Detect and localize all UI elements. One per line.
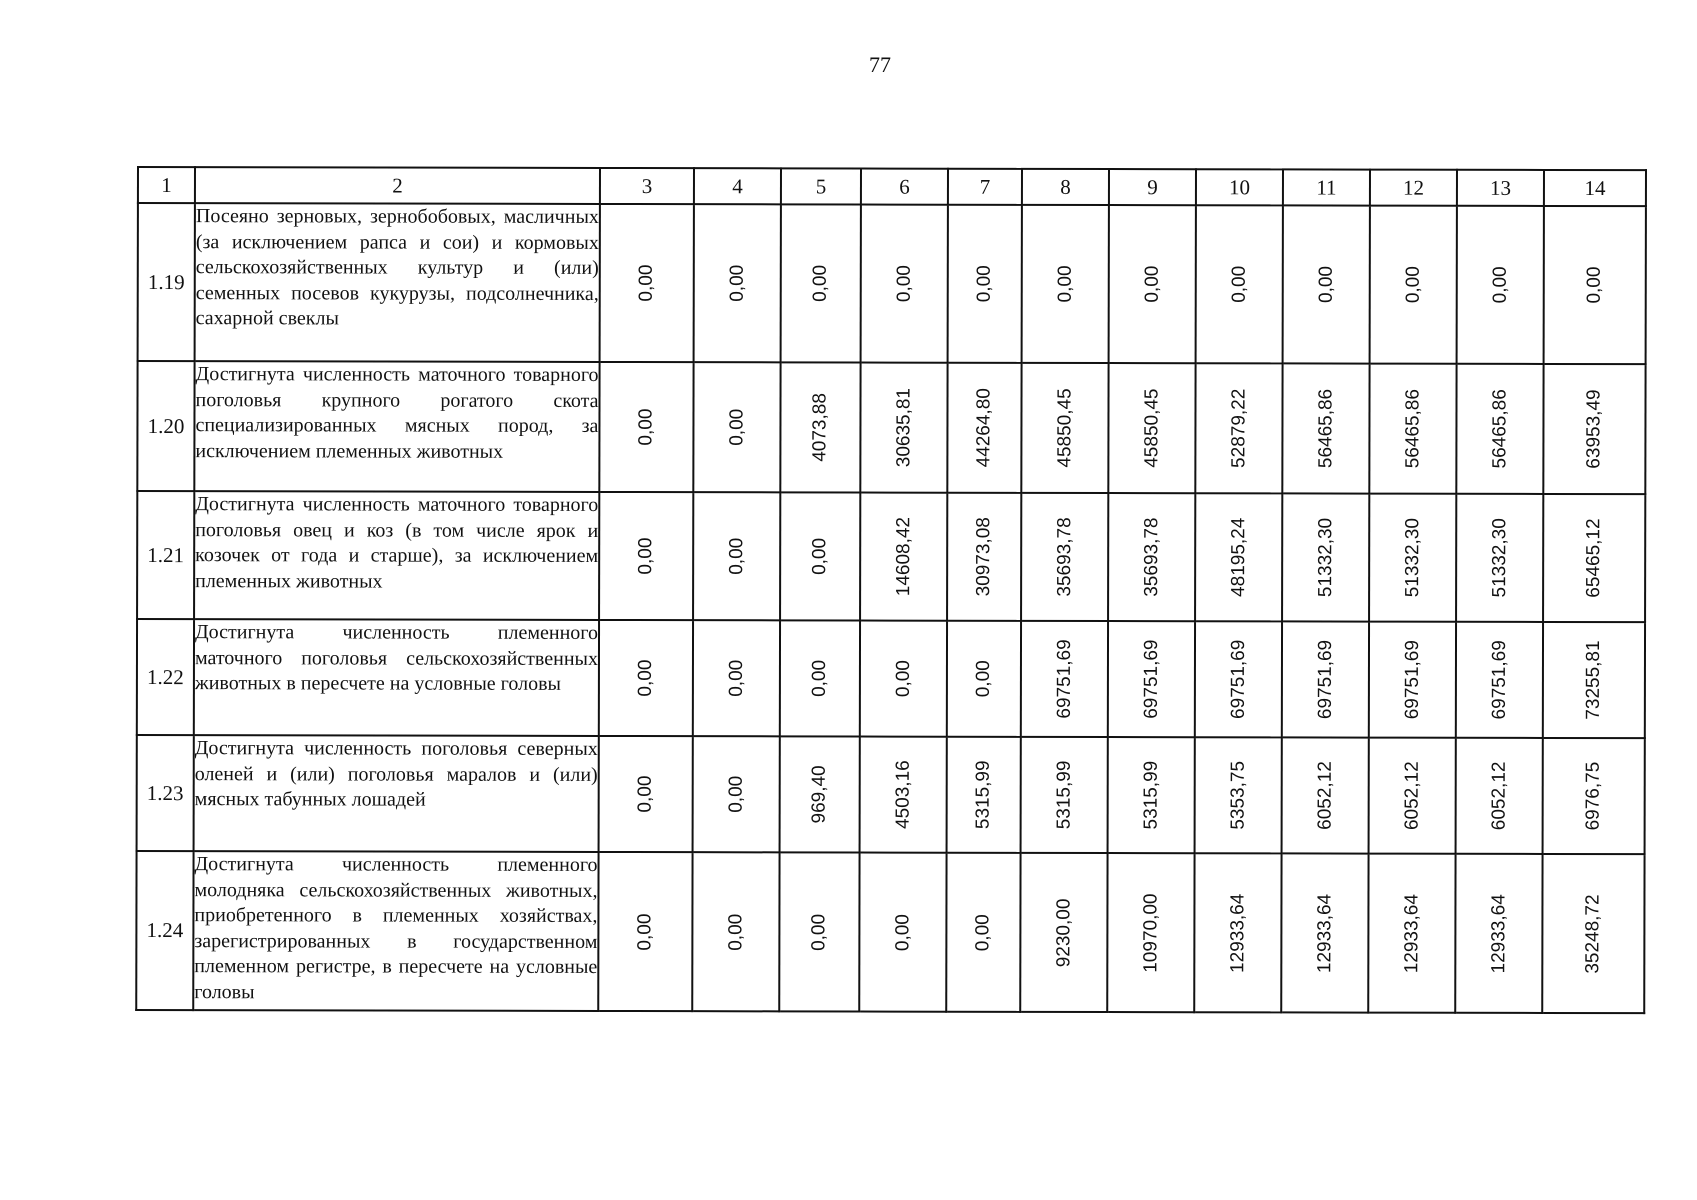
value-cell — [1370, 206, 1457, 364]
value-cell — [1543, 494, 1645, 622]
row-number: 1.22 — [137, 619, 194, 735]
value-cell — [1022, 205, 1109, 363]
value-text: 69751,69 — [1401, 640, 1423, 720]
value-text: 0,00 — [972, 913, 994, 951]
value-text: 0,00 — [973, 265, 995, 303]
value-text: 0,00 — [635, 264, 657, 302]
value-cell — [1282, 493, 1369, 621]
value-text: 45850,45 — [1140, 388, 1163, 468]
value-cell — [860, 737, 947, 853]
value-text: 0,00 — [726, 264, 748, 302]
value-text: 0,00 — [808, 659, 830, 697]
value-text: 0,00 — [809, 537, 831, 575]
table-row — [137, 361, 1645, 494]
value-text: 51332,30 — [1314, 517, 1336, 598]
header-cell: 4 — [694, 168, 781, 204]
value-cell — [598, 852, 692, 1011]
value-cell — [780, 620, 860, 736]
value-cell — [1108, 737, 1195, 853]
value-cell — [1021, 737, 1108, 853]
value-text: 52879,22 — [1227, 388, 1250, 468]
value-text: 0,00 — [1583, 266, 1605, 304]
header-cell: 14 — [1544, 170, 1646, 206]
value-cell — [1282, 621, 1369, 737]
value-cell — [1369, 622, 1456, 738]
table-row — [138, 203, 1646, 364]
value-cell — [781, 204, 861, 362]
value-text: 0,00 — [634, 659, 656, 697]
header-cell: 2 — [195, 167, 600, 204]
value-cell — [693, 362, 780, 492]
value-text: 35693,78 — [1140, 517, 1162, 597]
value-text: 6052,12 — [1314, 761, 1336, 830]
value-text: 12933,64 — [1400, 893, 1422, 973]
value-text: 14608,42 — [892, 516, 914, 597]
header-row — [138, 167, 1646, 206]
value-cell — [1456, 364, 1543, 494]
value-cell — [599, 492, 693, 620]
value-text: 6052,12 — [1401, 761, 1423, 831]
header-cell: 1 — [138, 167, 195, 203]
header-cell: 6 — [861, 169, 948, 205]
value-text: 969,40 — [808, 765, 830, 824]
header-cell: 5 — [781, 168, 861, 204]
value-text: 0,00 — [725, 659, 747, 697]
value-cell — [1195, 493, 1282, 621]
value-text: 0,00 — [891, 913, 913, 951]
value-text: 0,00 — [893, 265, 915, 303]
value-cell — [1194, 853, 1281, 1012]
value-text: 5315,99 — [972, 760, 994, 830]
table-row — [137, 491, 1645, 622]
value-text: 44264,80 — [973, 388, 995, 468]
value-text: 6976,75 — [1582, 761, 1604, 831]
value-cell — [859, 853, 946, 1012]
row-description: Достигнута численность маточного товарного поголовья крупного рогатого скота специализированных мясных пород, за исключением племенных животных — [194, 361, 599, 492]
value-text: 0,00 — [635, 408, 657, 446]
value-text: 0,00 — [1228, 265, 1250, 303]
value-cell — [780, 736, 860, 852]
value-cell — [780, 492, 860, 620]
value-cell — [1543, 364, 1645, 494]
value-text: 0,00 — [809, 264, 831, 302]
value-cell — [948, 205, 1022, 363]
value-cell — [1457, 206, 1544, 364]
value-text: 10970,00 — [1139, 892, 1161, 973]
row-number: 1.19 — [138, 203, 195, 361]
row-description: Достигнута численность племенного маточного поголовья сельскохозяйственных животных в пересчете на условные головы — [194, 619, 599, 736]
value-text: 0,00 — [725, 537, 747, 575]
header-cell: 11 — [1283, 169, 1370, 205]
header-cell: 10 — [1196, 169, 1283, 205]
value-cell — [1543, 738, 1645, 854]
value-cell — [1283, 205, 1370, 363]
value-cell — [1369, 738, 1456, 854]
value-text: 69751,69 — [1314, 639, 1336, 720]
value-cell — [1021, 493, 1108, 621]
value-cell — [1282, 363, 1369, 493]
value-cell — [947, 493, 1021, 621]
value-cell — [1196, 205, 1283, 363]
value-cell — [1543, 622, 1645, 738]
header-cell: 9 — [1109, 169, 1196, 205]
value-text: 0,00 — [725, 775, 747, 813]
value-text: 0,00 — [1141, 265, 1163, 303]
value-cell — [947, 363, 1021, 493]
value-cell — [1108, 493, 1195, 621]
value-cell — [693, 620, 780, 736]
value-cell — [1108, 621, 1195, 737]
value-cell — [1369, 364, 1456, 494]
value-text: 0,00 — [1489, 266, 1511, 304]
value-text: 9230,00 — [1052, 898, 1074, 967]
value-text: 65465,12 — [1583, 518, 1605, 598]
value-text: 12933,64 — [1313, 893, 1335, 973]
value-cell — [947, 737, 1021, 853]
value-cell — [1542, 854, 1644, 1013]
value-cell — [860, 621, 947, 737]
header-cell: 3 — [600, 168, 694, 204]
value-cell — [599, 620, 693, 736]
value-text: 0,00 — [1315, 265, 1337, 304]
value-cell — [860, 493, 947, 621]
value-cell — [1021, 363, 1108, 493]
value-cell — [1020, 853, 1107, 1012]
value-text: 12933,64 — [1487, 893, 1509, 973]
value-text: 73255,81 — [1582, 640, 1605, 720]
value-cell — [599, 362, 693, 492]
value-text: 45850,45 — [1053, 388, 1076, 468]
value-cell — [1108, 363, 1195, 493]
value-text: 69751,69 — [1488, 640, 1510, 720]
row-description: Достигнута численность маточного товарного поголовья овец и коз (в том числе ярок и козочек от года и старше), за исключением племенных животных — [194, 491, 599, 620]
value-text: 6052,12 — [1488, 761, 1510, 831]
value-text: 12933,64 — [1226, 893, 1248, 973]
value-cell — [1456, 494, 1543, 622]
value-cell — [780, 362, 860, 492]
value-text: 69751,69 — [1140, 639, 1162, 719]
value-text: 0,00 — [724, 913, 746, 951]
value-text: 0,00 — [808, 913, 830, 951]
value-cell — [599, 736, 693, 852]
header-cell: 8 — [1022, 169, 1109, 205]
value-cell — [1282, 737, 1369, 853]
row-number: 1.24 — [136, 851, 193, 1010]
value-cell — [1107, 853, 1194, 1012]
value-text: 30635,81 — [892, 387, 915, 468]
value-text: 69751,69 — [1227, 639, 1249, 719]
header-cell: 7 — [948, 169, 1022, 205]
header-cell: 13 — [1457, 170, 1544, 206]
value-cell — [860, 363, 947, 493]
value-cell — [1544, 206, 1646, 364]
value-cell — [1456, 622, 1543, 738]
row-description: Достигнута численность поголовья северных оленей и (или) поголовья маралов и (или) мясных табунных лошадей — [194, 735, 599, 852]
value-text: 0,00 — [892, 660, 914, 698]
value-text: 63953,49 — [1583, 389, 1605, 469]
value-cell — [946, 853, 1020, 1012]
value-cell — [693, 492, 780, 620]
table-row — [137, 735, 1645, 854]
value-text: 69751,69 — [1053, 639, 1075, 719]
page-number: 77 — [869, 52, 891, 77]
value-text: 4073,88 — [809, 393, 831, 462]
table-row — [136, 851, 1644, 1013]
value-text: 30973,08 — [973, 517, 995, 597]
value-cell — [1369, 494, 1456, 622]
value-cell — [1456, 738, 1543, 854]
value-cell — [779, 852, 859, 1011]
value-cell — [692, 852, 779, 1011]
data-table — [135, 166, 1647, 1014]
row-number: 1.23 — [137, 735, 194, 851]
value-cell — [694, 204, 781, 362]
value-text: 0,00 — [725, 408, 747, 446]
value-cell — [1195, 363, 1282, 493]
value-text: 48195,24 — [1227, 517, 1249, 597]
value-text: 0,00 — [634, 913, 656, 951]
value-text: 56465,86 — [1401, 389, 1424, 469]
value-cell — [1455, 854, 1542, 1013]
value-text: 51332,30 — [1488, 518, 1510, 598]
header-cell: 12 — [1370, 170, 1457, 206]
value-text: 5315,99 — [1053, 760, 1075, 830]
value-text: 5315,99 — [1140, 760, 1162, 830]
value-text: 0,00 — [1054, 265, 1076, 303]
value-cell — [1021, 621, 1108, 737]
value-text: 0,00 — [1402, 266, 1424, 304]
row-description: Посеяно зерновых, зернобобовых, масличных (за исключением рапса и сои) и кормовых сельскохозяйственных культур и (или) семенных посевов кукурузы, подсолнечника, сахарной свеклы — [195, 203, 600, 362]
value-text: 4503,16 — [892, 760, 914, 829]
value-cell — [600, 204, 694, 362]
value-text: 5353,75 — [1227, 760, 1249, 830]
value-text: 35693,78 — [1053, 517, 1075, 597]
value-text: 56465,86 — [1488, 389, 1511, 469]
value-cell — [693, 736, 780, 852]
value-cell — [1368, 854, 1455, 1013]
row-description: Достигнута численность племенного молодняка сельскохозяйственных животных, приобретенного в племенных хозяйствах, зарегистрированных в государственном племенном регистре, в пересчете на условные головы — [193, 851, 598, 1011]
value-text: 51332,30 — [1401, 518, 1423, 598]
row-number: 1.20 — [137, 361, 194, 491]
row-number: 1.21 — [137, 491, 194, 619]
value-text: 0,00 — [972, 660, 994, 698]
value-text: 0,00 — [634, 775, 656, 813]
value-text: 35248,72 — [1582, 893, 1604, 974]
value-text: 56465,86 — [1314, 388, 1337, 469]
value-cell — [861, 205, 948, 363]
value-cell — [1195, 737, 1282, 853]
value-text: 0,00 — [635, 537, 657, 575]
value-cell — [1281, 853, 1368, 1012]
table-row — [137, 619, 1645, 738]
value-cell — [947, 621, 1021, 737]
value-cell — [1109, 205, 1196, 363]
value-cell — [1195, 621, 1282, 737]
